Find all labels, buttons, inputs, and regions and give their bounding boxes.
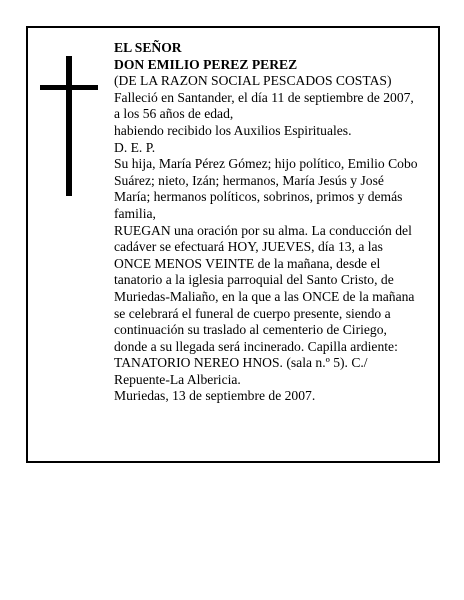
death-line: Falleció en Santander, el día 11 de septiembre de 2007, (114, 89, 414, 105)
death-line: habiendo recibido los Auxilios Espirituales. (114, 122, 352, 138)
request-line: RUEGAN una oración por su alma. La conducción del (114, 222, 412, 238)
notice-text (114, 40, 434, 405)
family-line: María; hermanos políticos, sobrinos, primos y demás (114, 189, 403, 205)
request-line: TANATORIO NEREO HNOS. (sala n.º 5). C./ (114, 355, 368, 371)
place-date-line: Muriedas, 13 de septiembre de 2007. (114, 388, 316, 404)
request-line: Muriedas-Maliaño, en la que a las ONCE de la mañana (114, 288, 415, 304)
family-line: familia, (114, 205, 156, 221)
death-line: a los 56 años de edad, (114, 106, 234, 122)
company-line: (DE LA RAZON SOCIAL PESCADOS COSTAS) (114, 73, 392, 89)
deceased-title: EL SEÑOR (114, 40, 182, 55)
cross-horizontal-bar (40, 85, 98, 90)
cross-vertical-bar (66, 56, 72, 196)
request-line: donde a su llegada será incinerado. Capilla ardiente: (114, 338, 398, 354)
rip-line: D. E. P. (114, 139, 156, 155)
deceased-name: DON EMILIO PEREZ PEREZ (114, 56, 298, 72)
obituary-notice (26, 26, 440, 463)
request-line: se celebrará el funeral de cuerpo presente, siendo a (114, 305, 391, 321)
request-line: Repuente-La Albericia. (114, 371, 241, 387)
request-line: tanatorio a la iglesia parroquial del Santo Cristo, de (114, 272, 394, 288)
request-line: ONCE MENOS VEINTE de la mañana, desde el (114, 255, 381, 271)
family-line: Su hija, María Pérez Gómez; hijo político, Emilio Cobo (114, 156, 418, 172)
request-line: cadáver se efectuará HOY, JUEVES, día 13, a las (114, 239, 383, 255)
request-line: continuación su traslado al cementerio de Ciriego, (114, 322, 387, 338)
family-line: Suárez; nieto, Izán; hermanos, María Jesús y José (114, 172, 384, 188)
